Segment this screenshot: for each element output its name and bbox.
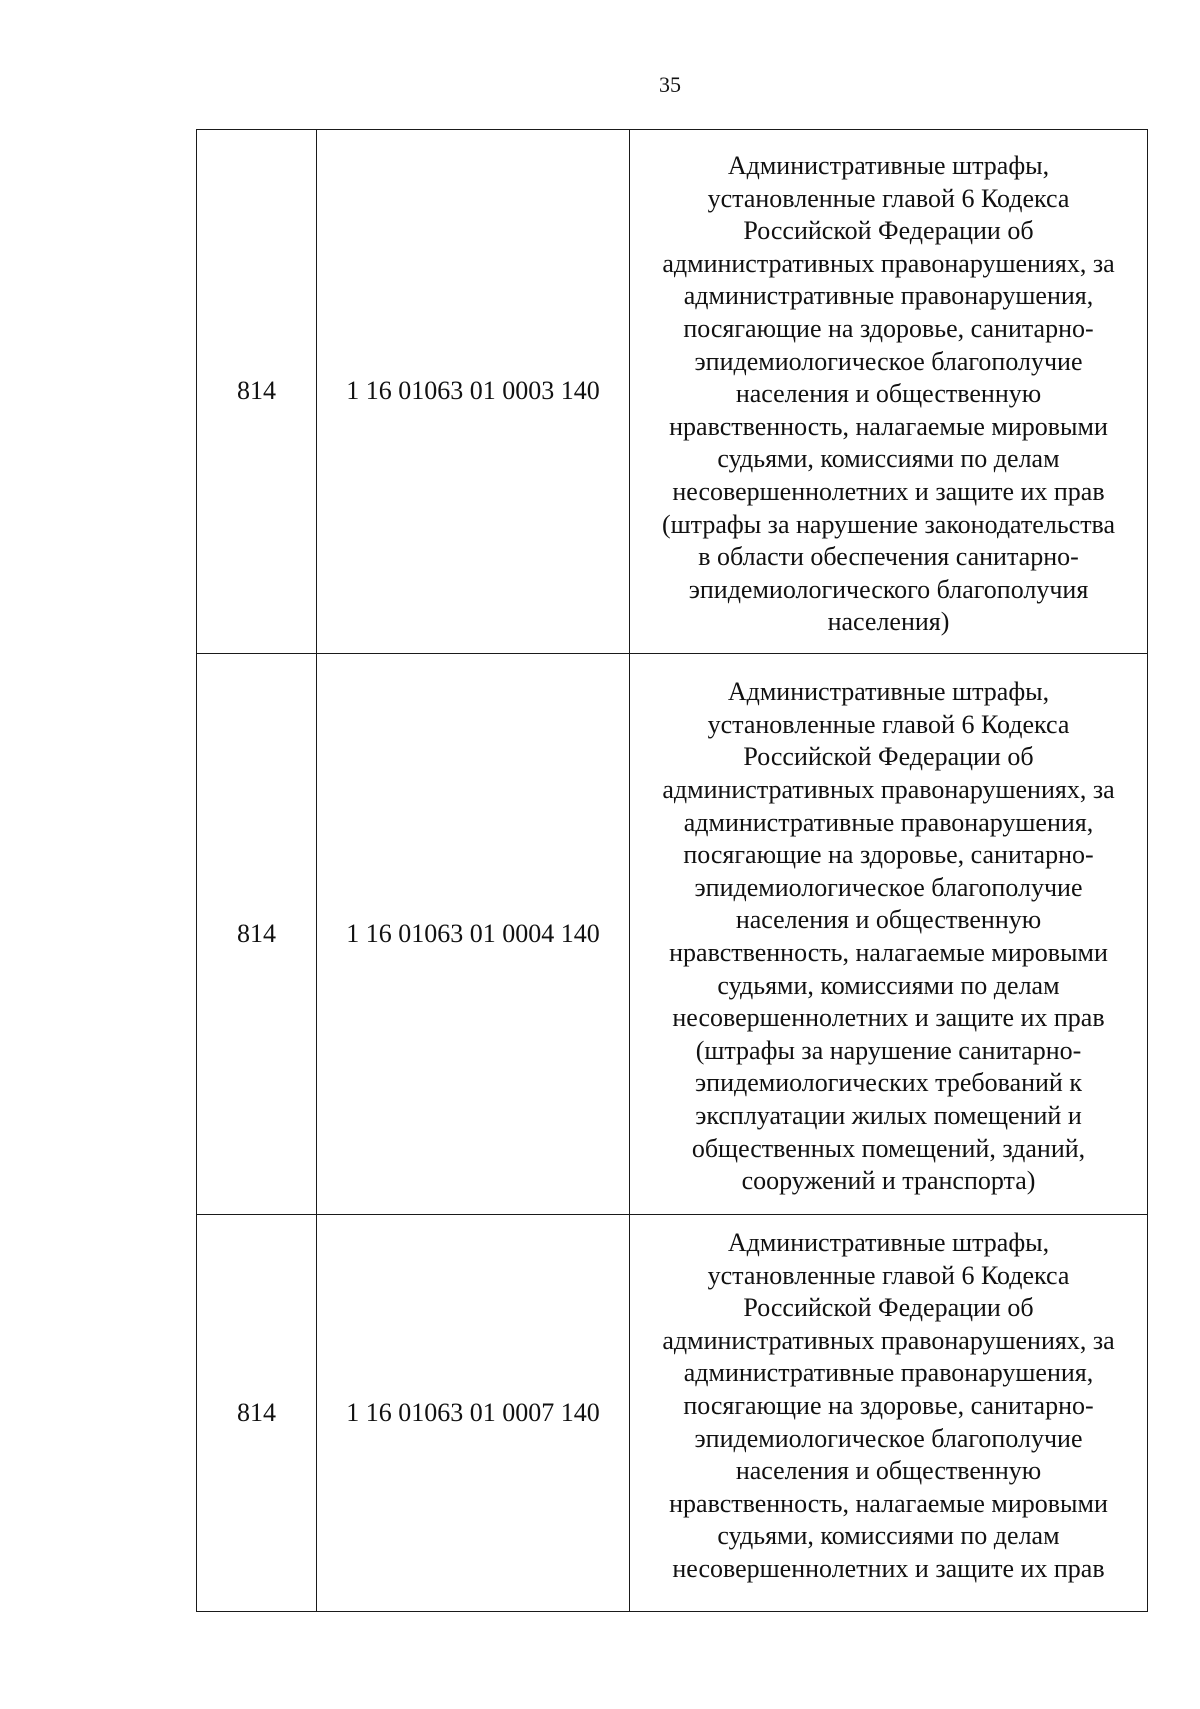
table-row (197, 654, 1148, 1215)
kbk-code-cell: 1 16 01063 01 0003 140 (317, 130, 630, 654)
table-row (197, 1215, 1148, 1612)
description-cell (630, 654, 1148, 1215)
page-number: 35 (659, 72, 681, 97)
description-text: Административные штрафы, установленные главой 6 Кодекса Российской Федерации об административных правонарушениях, за административные правонарушения, посягающие на здоровье, санитарно- эпидемиологическое благополучие населения и общественную нравственность, налагаемые мировыми судьями, комиссиями по делам несовершеннолетних и защите их прав (штрафы за нарушение законодательства в области обеспечения санитарно- эпидемиологического благополучия населения) (661, 151, 1116, 637)
admin-code-cell: 814 (197, 130, 317, 654)
description-cell (630, 1215, 1148, 1612)
description-cell (630, 130, 1148, 654)
description-text: Административные штрафы, установленные главой 6 Кодекса Российской Федерации об административных правонарушениях, за административные правонарушения, посягающие на здоровье, санитарно- эпидемиологическое благополучие населения и общественную нравственность, налагаемые мировыми судьями, комиссиями по делам несовершеннолетних и защите их прав (штрафы за нарушение санитарно- эпидемиологических требований к эксплуатации жилых помещений и общественных помещений, зданий, сооружений и транспорта) (662, 677, 1115, 1196)
kbk-code-cell: 1 16 01063 01 0007 140 (317, 1215, 630, 1612)
admin-code-cell: 814 (197, 654, 317, 1215)
admin-code-cell: 814 (197, 1215, 317, 1612)
budget-codes-table (196, 129, 1148, 1612)
description-text: Административные штрафы, установленные главой 6 Кодекса Российской Федерации об административных правонарушениях, за административные правонарушения, посягающие на здоровье, санитарно- эпидемиологическое благополучие населения и общественную нравственность, налагаемые мировыми судьями, комиссиями по делам несовершеннолетних и защите их прав (662, 1228, 1115, 1583)
kbk-code-cell: 1 16 01063 01 0004 140 (317, 654, 630, 1215)
table-row (197, 130, 1148, 654)
